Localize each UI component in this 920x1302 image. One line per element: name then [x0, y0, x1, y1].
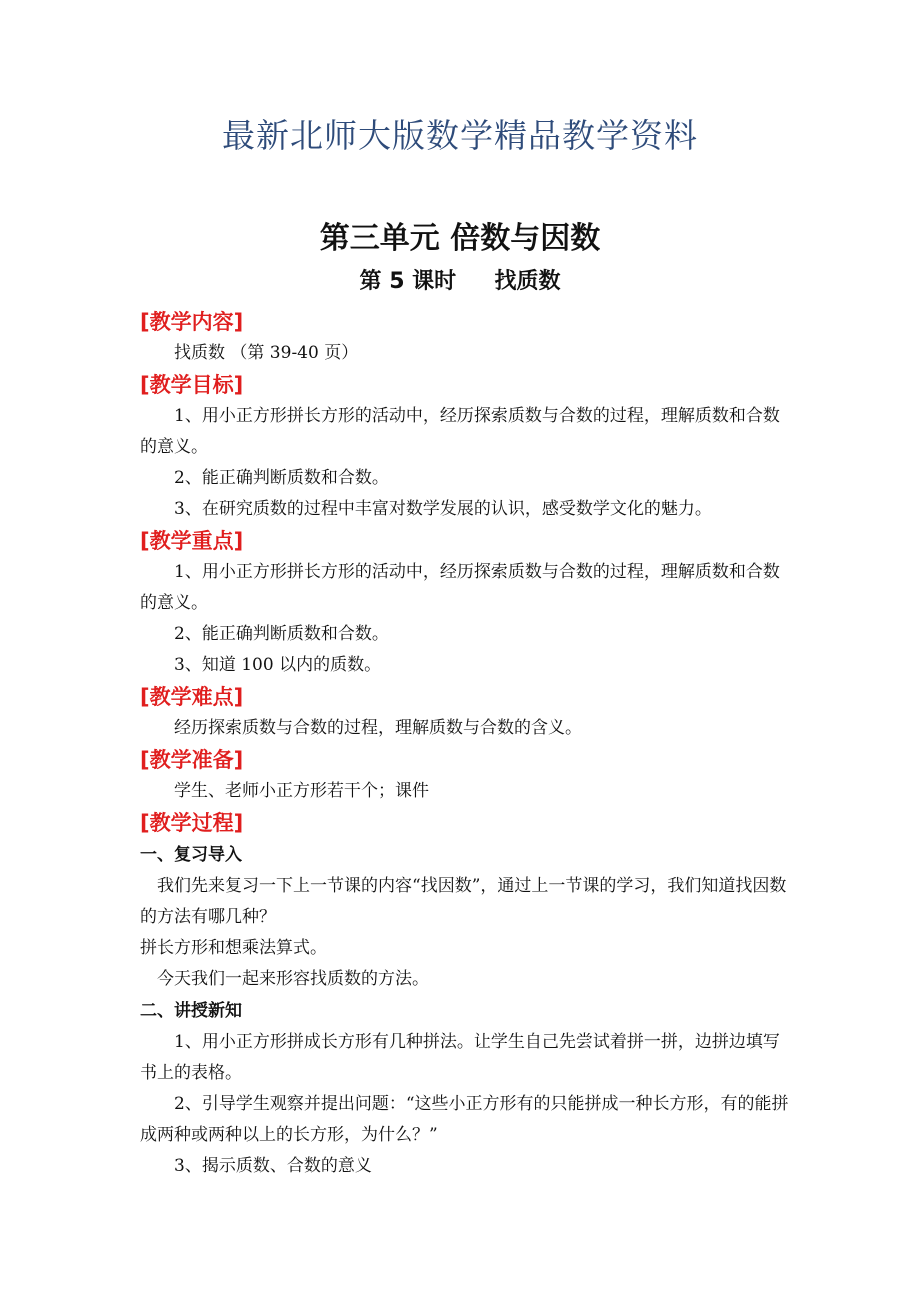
section-heading-preparation: [教学准备]	[140, 748, 244, 772]
section-heading-goals: [教学目标]	[140, 373, 244, 397]
lesson-title: 第 5 课时 找质数	[359, 269, 561, 294]
document-banner: 最新北师大版数学精品教学资料	[222, 116, 698, 155]
subheading-review: 一、复习导入	[140, 845, 242, 865]
preparation-text: 学生、老师小正方形若干个；课件	[174, 781, 429, 801]
review-paragraph: 我们先来复习一下上一节课的内容“找因数”，通过上一节课的学习，我们知道找因数的方法有哪几种？	[140, 876, 787, 927]
subheading-new-knowledge: 二、讲授新知	[140, 1001, 242, 1021]
section-heading-key-points: [教学重点]	[140, 529, 244, 553]
goal-item: 3、在研究质数的过程中丰富对数学发展的认识，感受数学文化的魅力。	[174, 499, 712, 519]
goal-item: 1、用小正方形拼长方形的活动中，经历探索质数与合数的过程，理解质数和合数的意义。	[140, 406, 780, 457]
section-heading-process: [教学过程]	[140, 811, 244, 835]
section-heading-content: [教学内容]	[140, 310, 244, 334]
key-point-item: 1、用小正方形拼长方形的活动中，经历探索质数与合数的过程，理解质数和合数的意义。	[140, 562, 780, 613]
document-body	[140, 306, 790, 1182]
review-paragraph: 拼长方形和想乘法算式。	[140, 938, 327, 958]
key-point-item: 3、知道 100 以内的质数。	[174, 655, 382, 675]
key-point-item: 2、能正确判断质数和合数。	[174, 624, 389, 644]
content-text: 找质数 （第 39-40 页）	[174, 343, 359, 363]
new-knowledge-item: 2、引导学生观察并提出问题：“这些小正方形有的只能拼成一种长方形，有的能拼成两种或两种以上的长方形，为什么？”	[140, 1094, 789, 1145]
new-knowledge-item: 1、用小正方形拼成长方形有几种拼法。让学生自己先尝试着拼一拼，边拼边填写书上的表格。	[140, 1032, 780, 1083]
section-heading-difficulties: [教学难点]	[140, 685, 244, 709]
goal-item: 2、能正确判断质数和合数。	[174, 468, 389, 488]
review-paragraph: 今天我们一起来形容找质数的方法。	[157, 969, 429, 989]
unit-title: 第三单元 倍数与因数	[319, 221, 601, 256]
new-knowledge-item: 3、揭示质数、合数的意义	[174, 1156, 372, 1176]
difficulties-text: 经历探索质数与合数的过程，理解质数与合数的含义。	[174, 718, 582, 738]
